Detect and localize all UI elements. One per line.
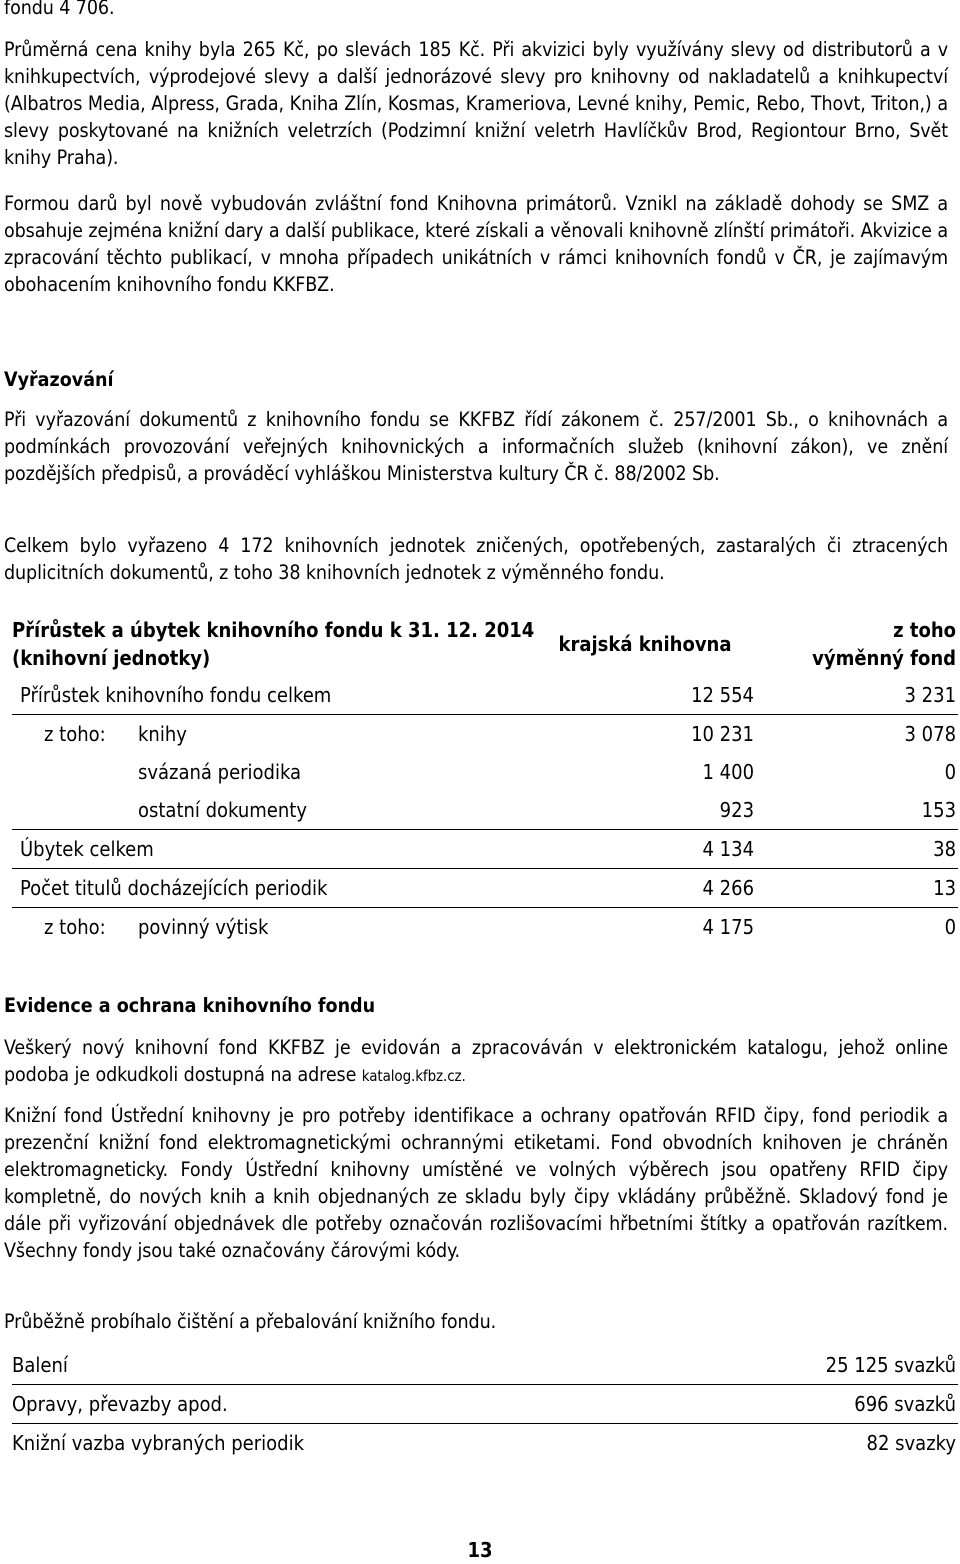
column-header-regional: krajská knihovna bbox=[558, 632, 732, 656]
row-label: Balení bbox=[12, 1353, 68, 1377]
section-heading-evidence: Evidence a ochrana knihovního fondu bbox=[4, 994, 376, 1017]
paragraph-discard-law: Při vyřazování dokumentů z knihovního fondu se KKFBZ řídí zákonem č. 257/2001 Sb., o knihovnách a podmínkách provozování veřejných knihovnických a informačních služeb (knihovní zákon), ve znění pozdějších předpisů, a prováděcí vyhláškou Ministerstva kultury ČR č. 88/2002 Sb. bbox=[4, 408, 948, 485]
row-value-regional: 923 bbox=[719, 798, 755, 822]
table-row bbox=[12, 1346, 958, 1385]
row-value: 696 svazků bbox=[612, 1385, 958, 1424]
row-prefix bbox=[12, 753, 138, 791]
catalog-url: katalog.kfbz.cz. bbox=[361, 1067, 466, 1085]
row-value-exchange: 153 bbox=[921, 798, 957, 822]
column-header-exchange-line2: výměnný fond bbox=[812, 646, 957, 670]
row-value-regional: 4 175 bbox=[534, 908, 756, 947]
table-row bbox=[12, 869, 958, 908]
row-label: Opravy, převazby apod. bbox=[12, 1385, 612, 1424]
table-row bbox=[12, 791, 958, 830]
binding-table bbox=[12, 1346, 958, 1462]
fund-changes-table bbox=[12, 612, 958, 946]
table-title-line2: (knihovní jednotky) bbox=[12, 646, 211, 670]
row-prefix: z toho: bbox=[12, 908, 138, 947]
table-row bbox=[12, 1424, 958, 1463]
table-row bbox=[12, 715, 958, 754]
row-value-exchange: 0 bbox=[944, 760, 957, 784]
section-heading-discard: Vyřazování bbox=[4, 368, 114, 391]
row-prefix bbox=[12, 791, 138, 830]
row-label: Úbytek celkem bbox=[12, 830, 534, 869]
row-value-exchange: 3 231 bbox=[904, 683, 957, 707]
table-row bbox=[12, 753, 958, 791]
row-value: 82 svazky bbox=[612, 1424, 958, 1463]
row-prefix: z toho: bbox=[12, 715, 138, 754]
row-value-exchange: 13 bbox=[756, 869, 958, 908]
table-title-line1: Přírůstek a úbytek knihovního fondu k 31. 12. 2014 bbox=[12, 618, 535, 642]
row-value-regional: 12 554 bbox=[691, 683, 755, 707]
row-value-regional: 4 134 bbox=[534, 830, 756, 869]
paragraph-catalog-text: Veškerý nový knihovní fond KKFBZ je evidován a zpracováván v elektronickém katalogu, jehož online podoba je odkudkoli dostupná na adrese bbox=[4, 1036, 948, 1086]
table-row bbox=[12, 830, 958, 869]
table-row bbox=[12, 1385, 958, 1424]
paragraph-discard-count: Celkem bylo vyřazeno 4 172 knihovních jednotek zničených, opotřebených, zastaralých či ztracených duplicitních dokumentů, z toho 38 knihovních jednotek z výměnného fondu. bbox=[4, 534, 948, 584]
row-value-exchange: 0 bbox=[756, 908, 958, 947]
row-label: Knižní vazba vybraných periodik bbox=[12, 1424, 612, 1463]
column-header-exchange bbox=[756, 612, 958, 676]
paragraph-gifts: Formou darů byl nově vybudován zvláštní fond Knihovna primátorů. Vznikl na základě dohody se SMZ a obsahuje zejména knižní dary a další publikace, které získali a věnovali knihovně zlínští primátoři. Akvizice a zpracování těchto publikací, v mnoha případech unikátních v rámci knihovních fondů v ČR, je zajímavým obohacením knihovního fondu KKFBZ. bbox=[4, 192, 948, 296]
row-label: Počet titulů docházejících periodik bbox=[12, 869, 534, 908]
row-value-regional: 1 400 bbox=[702, 760, 755, 784]
intro-fragment: fondu 4 706. bbox=[4, 0, 115, 19]
row-value: 25 125 svazků bbox=[825, 1353, 956, 1377]
row-label: Přírůstek knihovního fondu celkem bbox=[20, 683, 332, 707]
table-title bbox=[12, 612, 534, 676]
table-header-row bbox=[12, 612, 958, 676]
row-value-regional: 4 266 bbox=[534, 869, 756, 908]
table-row bbox=[12, 676, 958, 715]
row-label: ostatní dokumenty bbox=[138, 798, 307, 822]
paragraph-cleaning: Průběžně probíhalo čištění a přebalování knižního fondu. bbox=[4, 1310, 497, 1333]
column-header-exchange-line1: z toho bbox=[893, 618, 957, 642]
paragraph-acquisition: Průměrná cena knihy byla 265 Kč, po slevách 185 Kč. Při akvizici byly využívány slevy od distributorů a v knihkupectvích, výprodejové slevy a další jednorázové slevy pro knihovny od nakladatelů a knihkupectví (Albatros Media, Alpress, Grada, Kniha Zlín, Kosmas, Krameriova, Levné knihy, Pemic, Rebo, Thovt, Triton,) a slevy poskytované na knižních veletrzích (Podzimní knižní veletrh Havlíčkův Brod, Regiontour Brno, Svět knihy Praha). bbox=[4, 38, 948, 169]
table-row bbox=[12, 908, 958, 947]
row-value-exchange: 3 078 bbox=[756, 715, 958, 754]
row-label: svázaná periodika bbox=[138, 760, 302, 784]
page-number: 13 bbox=[467, 1538, 493, 1562]
row-value-regional: 10 231 bbox=[534, 715, 756, 754]
paragraph-rfid: Knižní fond Ústřední knihovny je pro potřeby identifikace a ochrany opatřován RFID čipy, fond periodik a prezenční knižní fond elektromagnetickými ochrannými etiketami. Fond obvodních knihoven je chráněn elektromagneticky. Fondy Ústřední knihovny umístěné ve volných výběrech jsou opatřeny RFID čipy kompletně, do nových knih a knih objednaných ze skladu byly čipy vkládány průběžně. Skladový fond je dále při vyřizování objednávek dle potřeby označován rozlišovacími hřbetními štítky a opatřován razítkem. Všechny fondy jsou také označovány čárovými kódy. bbox=[4, 1104, 948, 1262]
paragraph-catalog bbox=[4, 1034, 948, 1090]
row-value-exchange: 38 bbox=[756, 830, 958, 869]
row-label: povinný výtisk bbox=[138, 908, 534, 947]
row-label: knihy bbox=[138, 715, 534, 754]
